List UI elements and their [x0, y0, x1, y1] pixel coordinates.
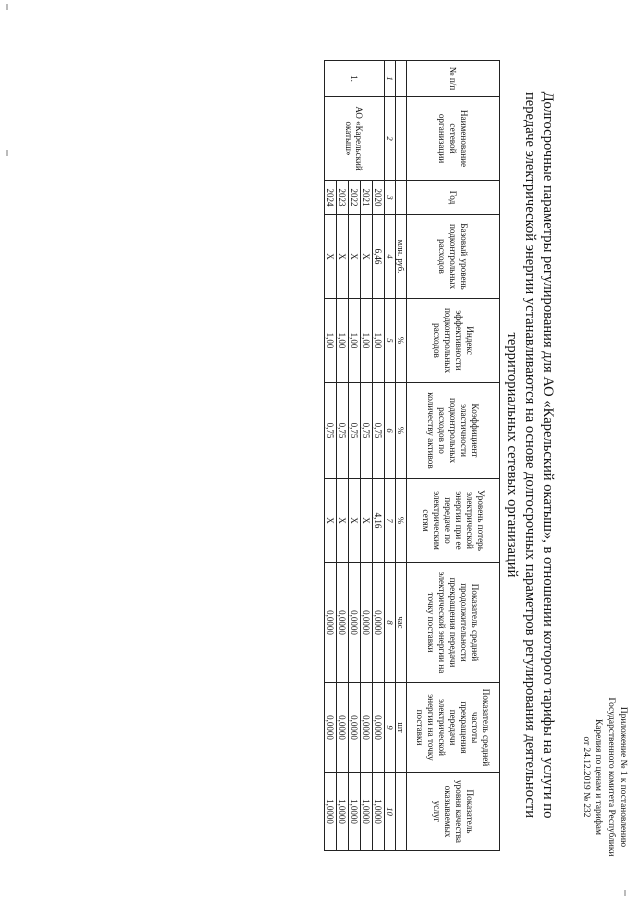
header-cell: № п/п	[407, 61, 500, 97]
column-number-cell: 6	[385, 383, 396, 479]
column-number-cell: 2	[385, 97, 396, 181]
outage-frequency-cell: 0,0000	[325, 683, 337, 773]
outage-frequency-cell: 0,0000	[361, 683, 373, 773]
header-cell: Коэффициент эластичности подконтрольных расходов по количеству активов	[407, 383, 500, 479]
column-number-cell: 3	[385, 181, 396, 215]
outage-duration-cell: 0,0000	[349, 563, 361, 683]
document-title	[503, 60, 556, 850]
efficiency-index-cell: 1,00	[373, 299, 385, 383]
efficiency-index-cell: 1,00	[361, 299, 373, 383]
service-quality-cell: 1,0000	[337, 773, 349, 851]
column-number-cell: 7	[385, 479, 396, 563]
unit-cell: млн. руб.	[396, 215, 407, 299]
unit-cell: %	[396, 479, 407, 563]
outage-frequency-cell: 0,0000	[349, 683, 361, 773]
losses-cell: Х	[349, 479, 361, 563]
annex-line: Карелия по ценам и тарифам	[593, 719, 604, 835]
outage-duration-cell: 0,0000	[325, 563, 337, 683]
annex-reference	[580, 662, 629, 892]
outage-frequency-cell: 0,0000	[337, 683, 349, 773]
table-column-numbers-row	[385, 61, 396, 851]
service-quality-cell: 1,0000	[373, 773, 385, 851]
column-number-cell: 5	[385, 299, 396, 383]
base-cost-cell: Х	[361, 215, 373, 299]
scan-artifact	[624, 890, 626, 896]
organization-cell: АО «Карельский окатыш»	[325, 97, 385, 181]
losses-cell: Х	[337, 479, 349, 563]
header-cell: Наименование сетевой организации	[407, 97, 500, 181]
regulation-parameters-table	[324, 60, 500, 851]
year-cell: 2021	[361, 181, 373, 215]
service-quality-cell: 1,0000	[349, 773, 361, 851]
unit-cell: шт	[396, 683, 407, 773]
service-quality-cell: 1,0000	[361, 773, 373, 851]
elasticity-cell: 0,75	[373, 383, 385, 479]
header-cell: Индекс эффективности подконтрольных расходов	[407, 299, 500, 383]
header-cell: Год	[407, 181, 500, 215]
outage-duration-cell: 0,0000	[373, 563, 385, 683]
annex-line: Государственного комитета Республики	[605, 697, 616, 857]
annex-line: от 24.12.2019 № 232	[581, 736, 592, 818]
table-units-row	[396, 61, 407, 851]
table-row	[373, 61, 385, 851]
title-line: Долгосрочные параметры регулирования для АО «Карельский окатыш», в отношении которого тарифы на услуги по	[540, 91, 556, 819]
elasticity-cell: 0,75	[349, 383, 361, 479]
year-cell: 2024	[325, 181, 337, 215]
annex-line: Приложение № 1 к постановлению	[618, 706, 628, 848]
year-cell: 2023	[337, 181, 349, 215]
base-cost-cell: Х	[349, 215, 361, 299]
column-number-cell: 1	[385, 61, 396, 97]
outage-frequency-cell: 0,0000	[373, 683, 385, 773]
losses-cell: Х	[325, 479, 337, 563]
base-cost-cell: 6,46	[373, 215, 385, 299]
base-cost-cell: Х	[325, 215, 337, 299]
losses-cell: 4,16	[373, 479, 385, 563]
header-cell: Показатель средней продолжительности прекращения передачи электрической энергии на точку поставки	[407, 563, 500, 683]
unit-cell	[396, 97, 407, 181]
unit-cell: %	[396, 383, 407, 479]
service-quality-cell: 1,0000	[325, 773, 337, 851]
year-cell: 2022	[349, 181, 361, 215]
column-number-cell: 8	[385, 563, 396, 683]
column-number-cell: 9	[385, 683, 396, 773]
outage-duration-cell: 0,0000	[361, 563, 373, 683]
unit-cell: %	[396, 299, 407, 383]
losses-cell: Х	[361, 479, 373, 563]
header-cell: Показатель средней частоты прекращения передачи электрической энергии на точку поставки	[407, 683, 500, 773]
elasticity-cell: 0,75	[325, 383, 337, 479]
title-line: передаче электрической энергии устанавливаются на основе долгосрочных параметров регулирования деятельности	[522, 91, 539, 819]
elasticity-cell: 0,75	[361, 383, 373, 479]
elasticity-cell: 0,75	[337, 383, 349, 479]
header-cell: Показатель уровня качества оказываемых услуг	[407, 773, 500, 851]
unit-cell	[396, 61, 407, 97]
table-header-row	[407, 61, 500, 851]
unit-cell	[396, 181, 407, 215]
efficiency-index-cell: 1,00	[349, 299, 361, 383]
year-cell: 2020	[373, 181, 385, 215]
row-number-cell: 1.	[325, 61, 385, 97]
unit-cell: час	[396, 563, 407, 683]
scan-artifact	[6, 150, 8, 156]
unit-cell	[396, 773, 407, 851]
efficiency-index-cell: 1,00	[325, 299, 337, 383]
scan-artifact	[6, 4, 8, 10]
column-number-cell: 4	[385, 215, 396, 299]
efficiency-index-cell: 1,00	[337, 299, 349, 383]
outage-duration-cell: 0,0000	[337, 563, 349, 683]
title-line: территориальных сетевых организаций	[504, 332, 521, 578]
column-number-cell: 10	[385, 773, 396, 851]
header-cell: Базовый уровень подконтрольных расходов	[407, 215, 500, 299]
base-cost-cell: Х	[337, 215, 349, 299]
header-cell: Уровень потерь электрической энергии при ее передаче по электрическим сетям	[407, 479, 500, 563]
